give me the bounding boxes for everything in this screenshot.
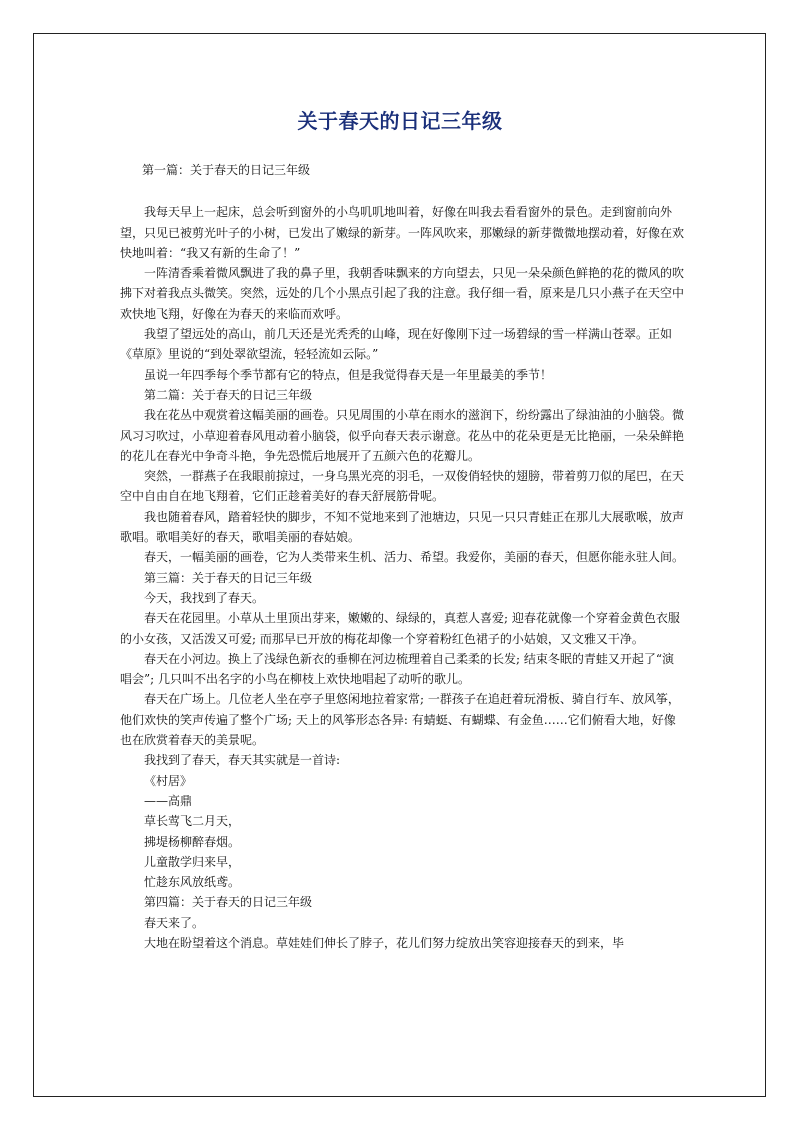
paragraph: 大地在盼望着这个消息。草娃娃们伸长了脖子，花儿们努力绽放出笑容迎接春天的到来，毕 — [144, 935, 625, 950]
paragraph: 春天在花园里。小草从土里顶出芽来，嫩嫩的、绿绿的，真惹人喜爱; 迎春花就像一个穿着金黄色衣服的小女孩，又活泼又可爱; 而那早已开放的梅花却像一个穿着粉红色裙子的小姑娘，又文雅又干净。 — [120, 611, 680, 646]
poem-author: ——高鼎 — [144, 793, 193, 808]
paragraph: 我在花丛中观赏着这幅美丽的画卷。只见周围的小草在雨水的滋润下，纷纷露出了绿油油的小脑袋。微风习习吹过，小草迎着春风甩动着小脑袋，似乎向春天表示谢意。花丛中的花朵更是无比艳丽，一朵朵鲜艳的花儿在春光中争奇斗艳，争先恐慌后地展开了五颜六色的花瓣儿。 — [120, 408, 685, 463]
paragraph: 我望了望远处的高山，前几天还是光秃秃的山峰，现在好像刚下过一场碧绿的雪一样满山苍翠。正如《草原》里说的“到处翠欲望流，轻轻流如云际。” — [120, 327, 673, 362]
paragraph: 春天在广场上。几位老人坐在亭子里悠闲地拉着家常; 一群孩子在追赶着玩滑板、骑自行车、放风筝，他们欢快的笑声传遍了整个广场; 天上的风筝形态各异: 有蜻蜓、有蝴蝶、有金鱼……它们俯看大地，好像也在欣赏着春天的美景呢。 — [120, 692, 680, 748]
poem-line: 儿童散学归来早， — [144, 854, 241, 869]
section-heading: 第四篇：关于春天的日记三年级 — [144, 895, 313, 910]
poem-line: 草长莺飞二月天， — [144, 814, 241, 829]
paragraph: 我找到了春天，春天其实就是一首诗: — [144, 753, 341, 768]
document-body — [120, 160, 685, 953]
paragraph: 我也随着春风，踏着轻快的脚步，不知不觉地来到了池塘边，只见一只只青蛙正在那儿大展歌喉，放声歌唱。歌唱美好的春天，歌唱美丽的春姑娘。 — [120, 509, 685, 545]
paragraph: 我每天早上一起床，总会听到窗外的小鸟叽叽地叫着，好像在叫我去看看窗外的景色。走到窗前向外望，只见已被剪光叶子的小树，已发出了嫩绿的新芽。一阵风吹来，那嫩绿的新芽微微地摆动着，好像在欢快地叫着：“我又有新的生命了！” — [120, 205, 685, 260]
document-title: 关于春天的日记三年级 — [297, 109, 503, 133]
paragraph: 今天，我找到了春天。 — [144, 590, 265, 605]
poem-line: 忙趁东风放纸鸢。 — [144, 875, 241, 890]
poem-line: 拂堤杨柳醉春烟。 — [144, 834, 241, 849]
paragraph: 春天来了。 — [144, 915, 205, 930]
paragraph: 春天，一幅美丽的画卷，它为人类带来生机、活力、希望。我爱你，美丽的春天，但愿你能永驻人间。 — [144, 550, 685, 565]
section-heading: 第二篇：关于春天的日记三年级 — [144, 387, 313, 402]
paragraph: 春天在小河边。换上了浅绿色新衣的垂柳在河边梳理着自己柔柔的长发; 结束冬眠的青蛙又开起了“演唱会”; 几只叫不出名字的小鸟在柳枝上欢快地唱起了动听的歌儿。 — [120, 651, 674, 687]
paragraph: 虽说一年四季每个季节都有它的特点，但是我觉得春天是一年里最美的季节！ — [144, 367, 553, 382]
section-heading-first: 第一篇：关于春天的日记三年级 — [142, 163, 311, 177]
paragraph: 突然，一群燕子在我眼前掠过，一身乌黑光亮的羽毛，一双俊俏轻快的翅膀，带着剪刀似的尾巴，在天空中自由自在地飞翔着，它们正趁着美好的春天舒展筋骨呢。 — [120, 469, 685, 504]
paragraph: 一阵清香乘着微风飘进了我的鼻子里，我朝香味飘来的方向望去，只见一朵朵颜色鲜艳的花的微风的吹拂下对着我点头微笑。突然，远处的几个小黑点引起了我的注意。我仔细一看，原来是几只小燕子在天空中欢快地飞翔，好像在为春天的来临而欢呼。 — [120, 266, 685, 321]
poem-title: 《村居》 — [144, 773, 193, 788]
section-heading: 第三篇：关于春天的日记三年级 — [144, 570, 313, 585]
